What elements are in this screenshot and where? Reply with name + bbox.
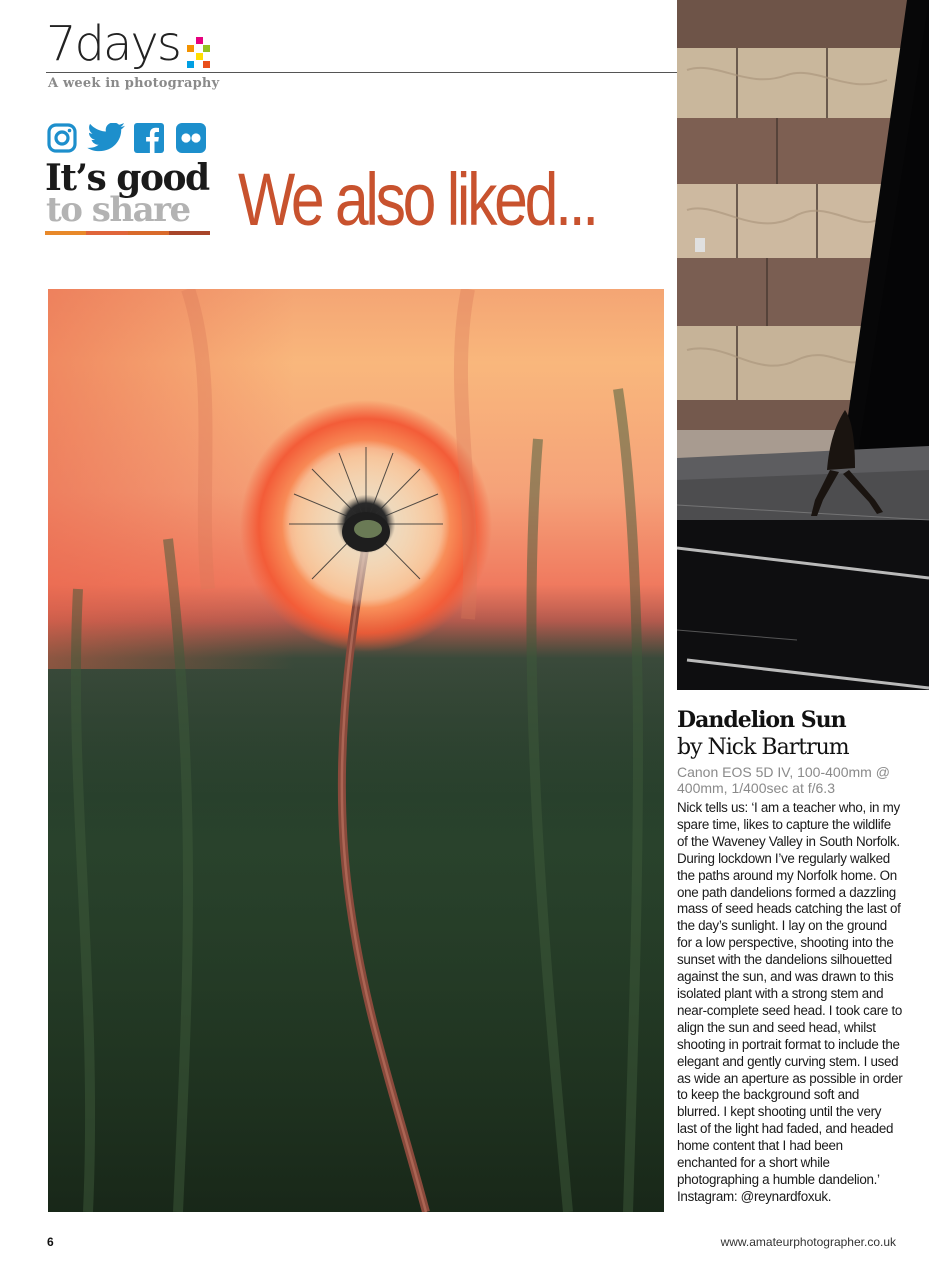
twitter-icon [87,123,127,153]
masthead-color-squares [187,37,211,69]
dandelion-sun-photo [48,289,664,1212]
facebook-icon [134,123,164,153]
color-square [196,37,203,44]
color-square [187,61,194,68]
camera-settings: Canon EOS 5D IV, 100-400mm @ 400mm, 1/400sec at f/6.3 [677,764,890,796]
color-square [187,45,194,52]
color-square [203,61,210,68]
share-badge-bar [45,231,210,235]
bar-segment [169,231,210,235]
masthead-rule [46,72,678,73]
share-badge-line1: It’s good [45,157,209,199]
page-number: 6 [47,1235,54,1249]
masthead-subtitle: A week in photography [48,76,220,91]
page-headline: We also liked... [238,158,596,241]
masthead-title: 7days [46,16,180,72]
bar-segment [45,231,86,235]
bar-segment [128,231,169,235]
share-badge-line2: to share [46,190,190,230]
photo-title: Dandelion Sun [677,707,846,733]
color-square [196,53,203,60]
street-scene-photo [677,0,929,690]
instagram-icon [47,123,77,153]
color-square [203,45,210,52]
caption-body: Nick tells us: ‘I am a teacher who, in my spare time, likes to capture the wildlife of the Waveney Valley in South Norfolk. During lockdown I’ve regularly walked the paths around my Norfolk home. On one path dandelions formed a dazzling mass of seed heads catching the last of the day’s sunlight. I lay on the ground for a low perspective, shooting into the sunset with the dandelions silhouetted against the sun, and was drawn to this isolated plant with a strong stem and near-complete seed head. I took care to align the sun and seed head, whilst shooting in portrait format to include the elegant and gently curving stem. I used as wide an aperture as possible in order to keep the background soft and blurred. I kept shooting until the very last of the light had faded, and headed home content that I had been enchanted for a short while photographing a humble dandelion.’ Instagram: @reynardfoxuk. [677,800,903,1204]
bar-segment [86,231,127,235]
flickr-icon [176,123,206,153]
photo-author: by Nick Bartrum [677,735,849,760]
footer-url: www.amateurphotographer.co.uk [720,1235,896,1249]
